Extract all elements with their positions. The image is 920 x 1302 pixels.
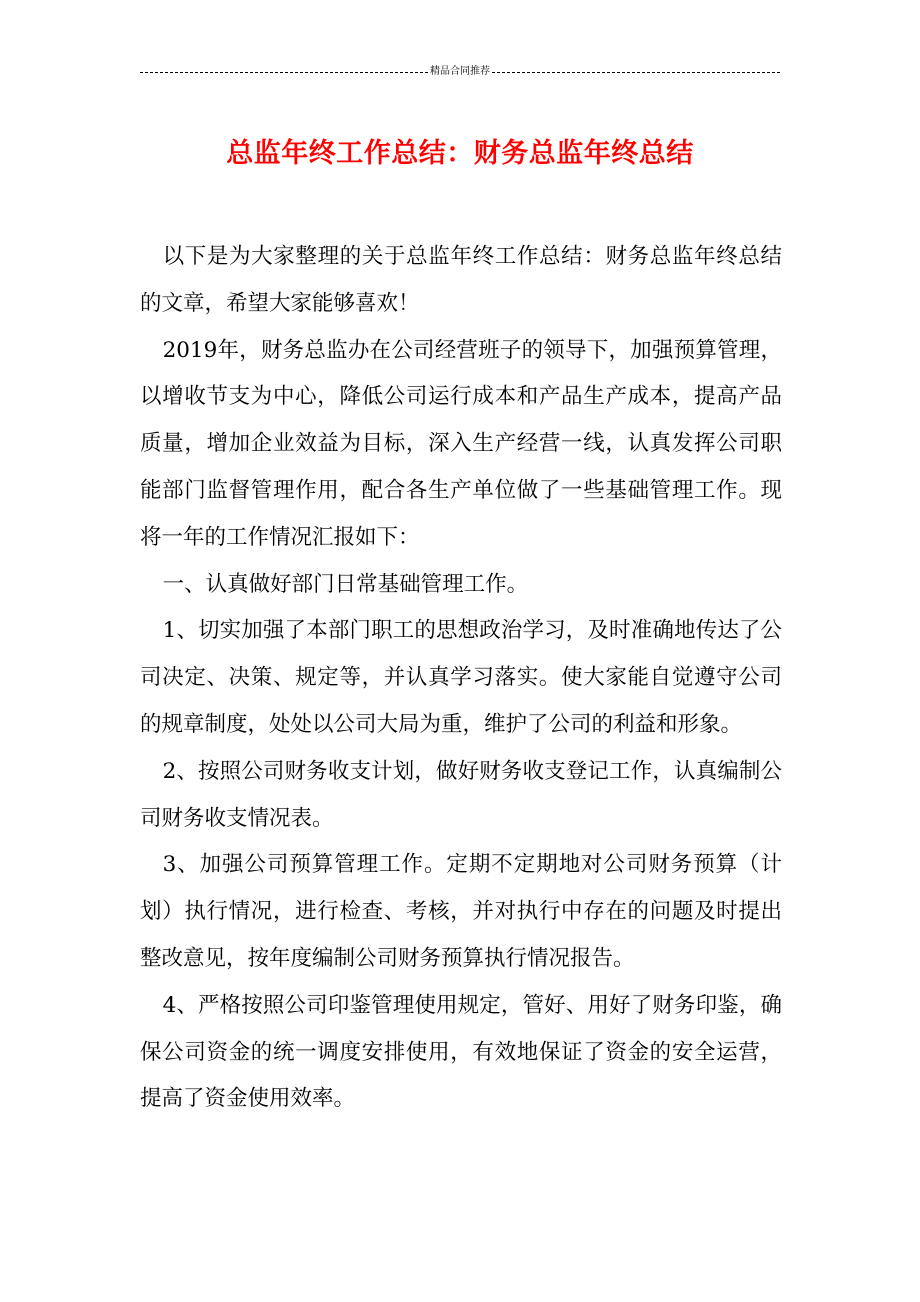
paragraph-item-1: 1、切实加强了本部门职工的思想政治学习，及时准确地传达了公司决定、决策、规定等，并认真学习落实。使大家能自觉遵守公司的规章制度，处处以公司大局为重，维护了公司的利益和形象。 bbox=[140, 618, 782, 737]
document-body bbox=[140, 234, 782, 1123]
header-label: 精品合同推荐 bbox=[430, 66, 490, 77]
section-heading-1: 一、认真做好部门日常基础管理工作。 bbox=[162, 571, 529, 597]
paragraph-overview: 2019年，财务总监办在公司经营班子的领导下，加强预算管理，以增收节支为中心，降低公司运行成本和产品生产成本，提高产品质量，增加企业效益为目标，深入生产经营一线，认真发挥公司职能部门监督管理作用，配合各生产单位做了一些基础管理工作。现将一年的工作情况汇报如下： bbox=[140, 337, 782, 550]
paragraph-item-3: 3、加强公司预算管理工作。定期不定期地对公司财务预算（计划）执行情况，进行检查、考核，并对执行中存在的问题及时提出整改意见，按年度编制公司财务预算执行情况报告。 bbox=[140, 852, 782, 971]
paragraph-item-2: 2、按照公司财务收支计划，做好财务收支登记工作，认真编制公司财务收支情况表。 bbox=[140, 758, 782, 831]
document-title: 总监年终工作总结：财务总监年终总结 bbox=[226, 138, 694, 170]
page-header-rule bbox=[140, 66, 780, 78]
intro-paragraph: 以下是为大家整理的关于总监年终工作总结：财务总监年终总结的文章，希望大家能够喜欢！ bbox=[140, 244, 782, 316]
header-dash-right bbox=[492, 72, 780, 73]
header-dash-left bbox=[140, 72, 428, 73]
paragraph-item-4: 4、严格按照公司印鉴管理使用规定，管好、用好了财务印鉴，确保公司资金的统一调度安排使用，有效地保证了资金的安全运营，提高了资金使用效率。 bbox=[140, 992, 782, 1112]
